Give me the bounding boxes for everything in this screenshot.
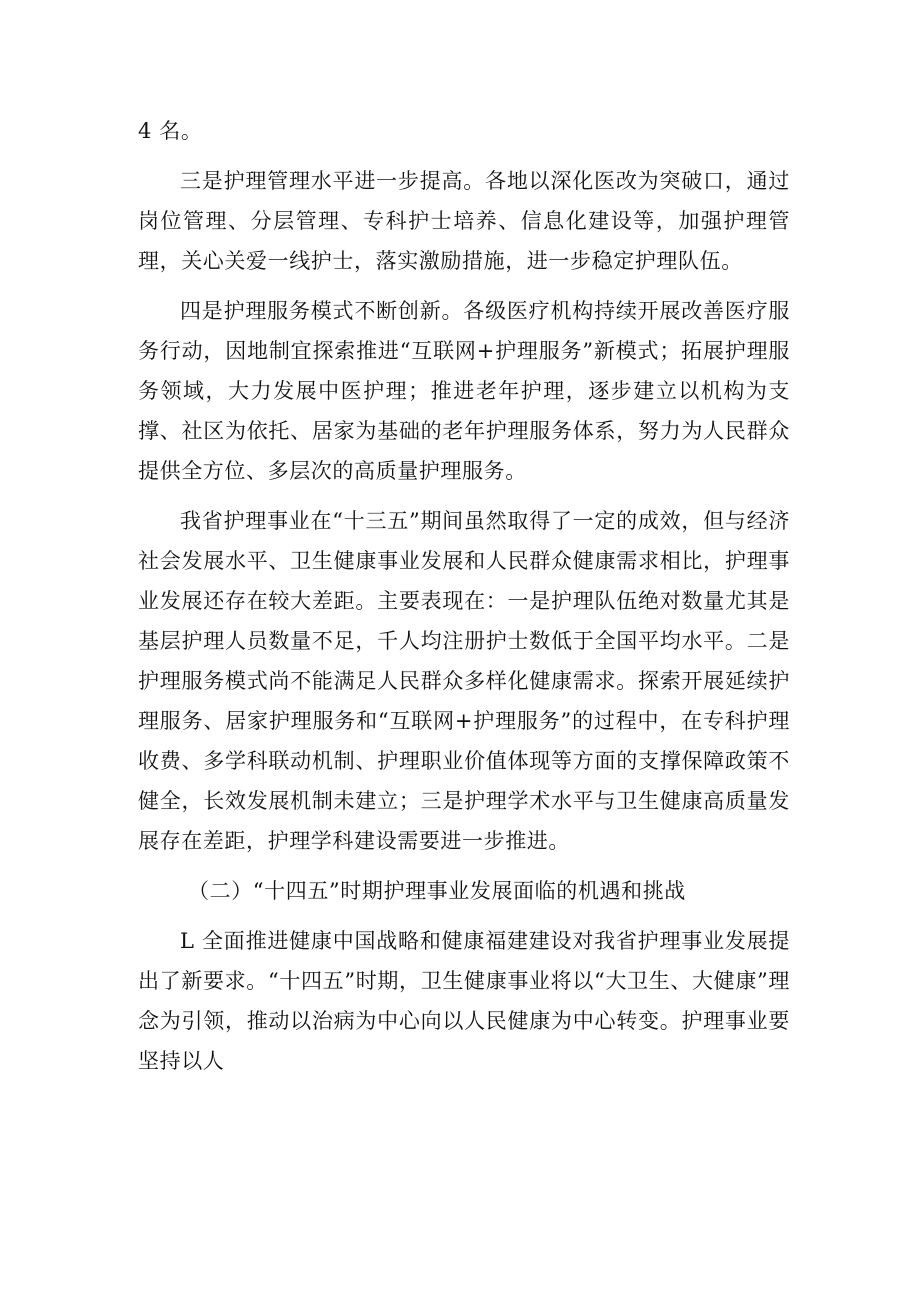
paragraph-gaps: 我省护理事业在“十三五”期间虽然取得了一定的成效，但与经济社会发展水平、卫生健康事业发展和人民群众健康需求相比，护理事业发展还存在较大差距。主要表现在：一是护理队伍绝对数量尤其是基层护理人员数量不足，千人均注册护士数低于全国平均水平。二是护理服务模式尚不能满足人民群众多样化健康需求。探索开展延续护理服务、居家护理服务和“互联网+护理服务”的过程中，在专科护理收费、多学科联动机制、护理职业价值体现等方面的支撑保障政策不健全，长效发展机制未建立；三是护理学术水平与卫生健康高质量发展存在差距，护理学科建设需要进一步推进。 [138, 509, 790, 853]
paragraph-opportunities: L 全面推进健康中国战略和健康福建建设对我省护理事业发展提出了新要求。“十四五”时期，卫生健康事业将以“大卫生、大健康”理念为引领，推动以治病为中心向以人民健康为中心转变。护理事业要坚持以人 [138, 929, 790, 1073]
paragraph-continuation: 4 名。 [138, 119, 203, 143]
section-heading: （二）“十四五”时期护理事业发展面临的机遇和挑战 [188, 879, 686, 903]
paragraph-nursing-management: 三是护理管理水平进一步提高。各地以深化医改为突破口，通过岗位管理、分层管理、专科护士培养、信息化建设等，加强护理管理，关心关爱一线护士，落实激励措施，进一步稳定护理队伍。 [138, 169, 790, 273]
paragraph-service-model: 四是护理服务模式不断创新。各级医疗机构持续开展改善医疗服务行动，因地制宜探索推进“互联网+护理服务”新模式；拓展护理服务领域，大力发展中医护理；推进老年护理，逐步建立以机构为支撑、社区为依托、居家为基础的老年护理服务体系，努力为人民群众提供全方位、多层次的高质量护理服务。 [138, 299, 790, 483]
